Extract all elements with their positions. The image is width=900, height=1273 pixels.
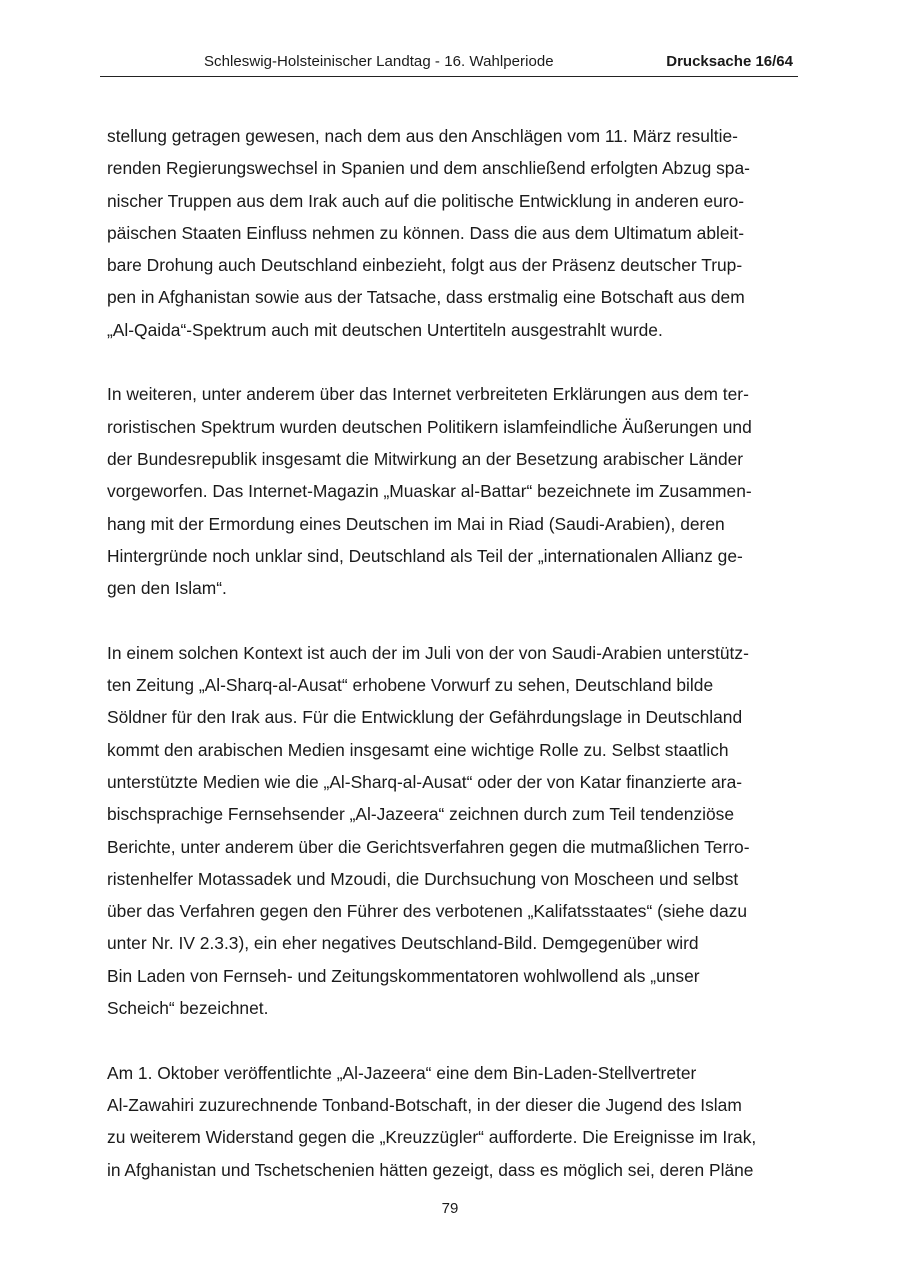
document-number: Drucksache 16/64: [666, 53, 793, 70]
paragraph-spacer: [107, 1024, 793, 1056]
text-line: Berichte, unter anderem über die Gerichtsverfahren gegen die mutmaßlichen Terro-: [107, 836, 750, 857]
header-title: Schleswig-Holsteinischer Landtag - 16. Wahlperiode: [204, 53, 554, 70]
text-line: unter Nr. IV 2.3.3), ein eher negatives Deutschland-Bild. Demgegenüber wird: [107, 933, 699, 954]
text-line: Söldner für den Irak aus. Für die Entwicklung der Gefährdungslage in Deutschland: [107, 707, 743, 728]
text-line: „Al-Qaida“-Spektrum auch mit deutschen Untertiteln ausgestrahlt wurde.: [107, 319, 663, 340]
text-line: nischer Truppen aus dem Irak auch auf die politische Entwicklung in anderen euro-: [107, 190, 745, 211]
text-line: Bin Laden von Fernseh- und Zeitungskommentatoren wohlwollend als „unser: [107, 965, 700, 986]
text-line: ten Zeitung „Al-Sharq-al-Ausat“ erhobene Vorwurf zu sehen, Deutschland bilde: [107, 675, 714, 696]
text-line: Hintergründe noch unklar sind, Deutschland als Teil der „internationalen Allianz ge-: [107, 545, 743, 566]
text-line: bare Drohung auch Deutschland einbezieht, folgt aus der Präsenz deutscher Trup-: [107, 255, 743, 276]
page-number: 79: [441, 1200, 459, 1217]
paragraph-spacer: [107, 346, 793, 378]
paragraph: [107, 637, 793, 1025]
text-line: In einem solchen Kontext ist auch der im Juli von der von Saudi-Arabien unterstütz-: [107, 642, 749, 663]
text-line: hang mit der Ermordung eines Deutschen im Mai in Riad (Saudi-Arabien), deren: [107, 513, 725, 534]
paragraph: [107, 378, 793, 604]
text-line: bischsprachige Fernsehsender „Al-Jazeera“ zeichnen durch zum Teil tendenziöse: [107, 804, 735, 825]
paragraph: [107, 1057, 793, 1186]
text-line: ristenhelfer Motassadek und Mzoudi, die Durchsuchung von Moscheen und selbst: [107, 868, 739, 889]
text-line: pen in Afghanistan sowie aus der Tatsache, dass erstmalig eine Botschaft aus dem: [107, 287, 745, 308]
text-line: gen den Islam“.: [107, 578, 227, 599]
text-line: in Afghanistan und Tschetschenien hätten gezeigt, dass es möglich sei, deren Pläne: [107, 1159, 754, 1180]
paragraph: [107, 120, 793, 346]
text-line: renden Regierungswechsel in Spanien und dem anschließend erfolgten Abzug spa-: [107, 158, 750, 179]
text-line: unterstützte Medien wie die „Al-Sharq-al-Ausat“ oder der von Katar finanzierte ara-: [107, 771, 743, 792]
text-line: roristischen Spektrum wurden deutschen Politikern islamfeindliche Äußerungen und: [107, 416, 752, 437]
document-body: [107, 120, 793, 1186]
page-header: [100, 50, 798, 77]
text-line: über das Verfahren gegen den Führer des verbotenen „Kalifatsstaates“ (siehe dazu: [107, 901, 747, 922]
text-line: Scheich“ bezeichnet.: [107, 998, 269, 1019]
text-line: In weiteren, unter anderem über das Internet verbreiteten Erklärungen aus dem ter-: [107, 384, 749, 405]
text-line: Al-Zawahiri zuzurechnende Tonband-Botschaft, in der dieser die Jugend des Islam: [107, 1094, 742, 1115]
text-line: kommt den arabischen Medien insgesamt eine wichtige Rolle zu. Selbst staatlich: [107, 739, 729, 760]
text-line: der Bundesrepublik insgesamt die Mitwirkung an der Besetzung arabischer Länder: [107, 448, 744, 469]
text-line: zu weiterem Widerstand gegen die „Kreuzzügler“ aufforderte. Die Ereignisse im Irak,: [107, 1127, 757, 1148]
text-line: stellung getragen gewesen, nach dem aus den Anschlägen vom 11. März resultie-: [107, 126, 738, 146]
paragraph-spacer: [107, 604, 793, 636]
text-line: Am 1. Oktober veröffentlichte „Al-Jazeera“ eine dem Bin-Laden-Stellvertreter: [107, 1062, 697, 1083]
text-line: päischen Staaten Einfluss nehmen zu können. Dass die aus dem Ultimatum ableit-: [107, 222, 745, 243]
text-line: vorgeworfen. Das Internet-Magazin „Muaskar al-Battar“ bezeichnete im Zusammen-: [107, 481, 752, 502]
